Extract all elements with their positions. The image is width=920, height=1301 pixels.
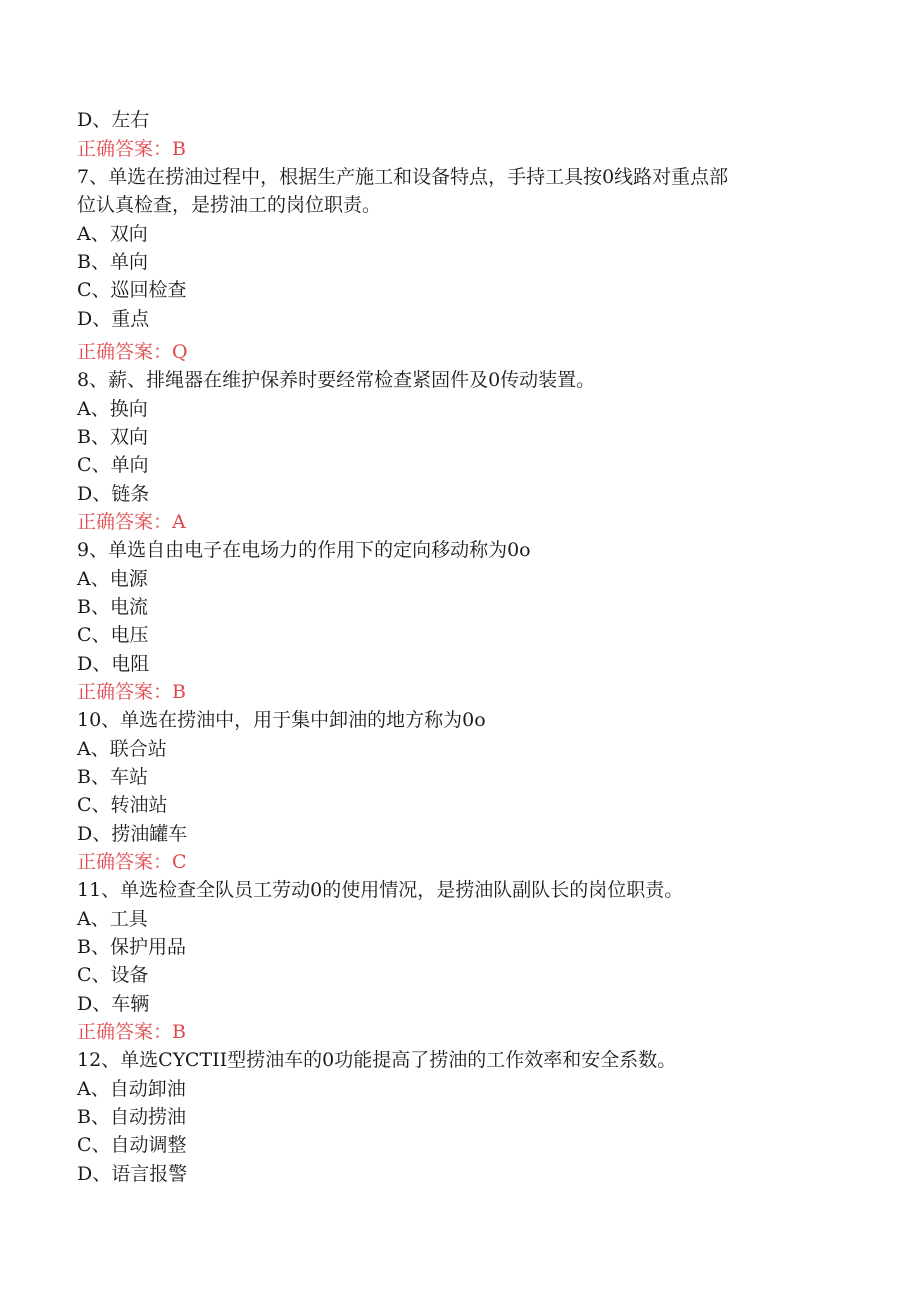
answer-line	[77, 1020, 186, 1044]
option-line: A、换向	[77, 398, 148, 420]
option-line: C、单向	[77, 454, 149, 476]
option-line: B、车站	[77, 766, 148, 788]
option-line: D、重点	[77, 308, 150, 330]
option-line: C、自动调整	[77, 1134, 187, 1156]
option-line: D、电阻	[77, 653, 150, 675]
answer-value: C	[172, 851, 187, 873]
option-line: C、电压	[77, 624, 149, 646]
option-line: C、转油站	[77, 794, 168, 816]
answer-label: 正确答案：	[77, 511, 173, 533]
answer-value: A	[172, 511, 186, 533]
answer-line	[77, 340, 188, 364]
answer-label: 正确答案：	[77, 681, 173, 703]
option-line: D、链条	[77, 483, 150, 505]
question-line: 8、薪、排绳器在维护保养时要经常检查紧固件及0传动装置。	[77, 369, 596, 391]
question-line: 12、单选CYCTII型捞油车的0功能提高了捞油的工作效率和安全系数。	[77, 1049, 677, 1071]
option-line: D、捞油罐车	[77, 823, 188, 845]
answer-value: B	[172, 681, 186, 703]
option-line: A、工具	[77, 908, 148, 930]
answer-value: B	[172, 1021, 186, 1043]
option-line: C、巡回检查	[77, 279, 187, 301]
option-line: D、语言报警	[77, 1163, 188, 1185]
answer-label: 正确答案：	[77, 341, 173, 363]
option-line: B、电流	[77, 596, 148, 618]
option-line: A、自动卸油	[77, 1078, 186, 1100]
option-line: C、设备	[77, 964, 149, 986]
answer-line	[77, 850, 187, 874]
answer-value: Q	[172, 341, 188, 363]
option-line: B、自动捞油	[77, 1106, 186, 1128]
question-line: 10、单选在捞油中，用于集中卸油的地方称为0o	[77, 709, 486, 731]
answer-line	[77, 137, 186, 161]
question-line: 位认真检查，是捞油工的岗位职责。	[77, 194, 382, 216]
option-line: B、保护用品	[77, 936, 186, 958]
question-line: 11、单选检查全队员工劳动0的使用情况，是捞油队副队长的岗位职责。	[77, 879, 684, 901]
option-line: D、车辆	[77, 993, 150, 1015]
answer-label: 正确答案：	[77, 851, 173, 873]
option-line: B、双向	[77, 426, 148, 448]
option-line: B、单向	[77, 251, 148, 273]
answer-line	[77, 510, 186, 534]
option-line: A、联合站	[77, 738, 167, 760]
question-line: 7、单选在捞油过程中，根据生产施工和设备特点，手持工具按0线路对重点部	[77, 166, 729, 188]
answer-label: 正确答案：	[77, 138, 173, 160]
answer-line	[77, 680, 186, 704]
answer-value: B	[172, 138, 186, 160]
option-line: A、双向	[77, 223, 148, 245]
answer-label: 正确答案：	[77, 1021, 173, 1043]
question-line: 9、单选自由电子在电场力的作用下的定向移动称为0o	[77, 539, 531, 561]
option-line: D、左右	[77, 109, 150, 131]
option-line: A、电源	[77, 568, 148, 590]
